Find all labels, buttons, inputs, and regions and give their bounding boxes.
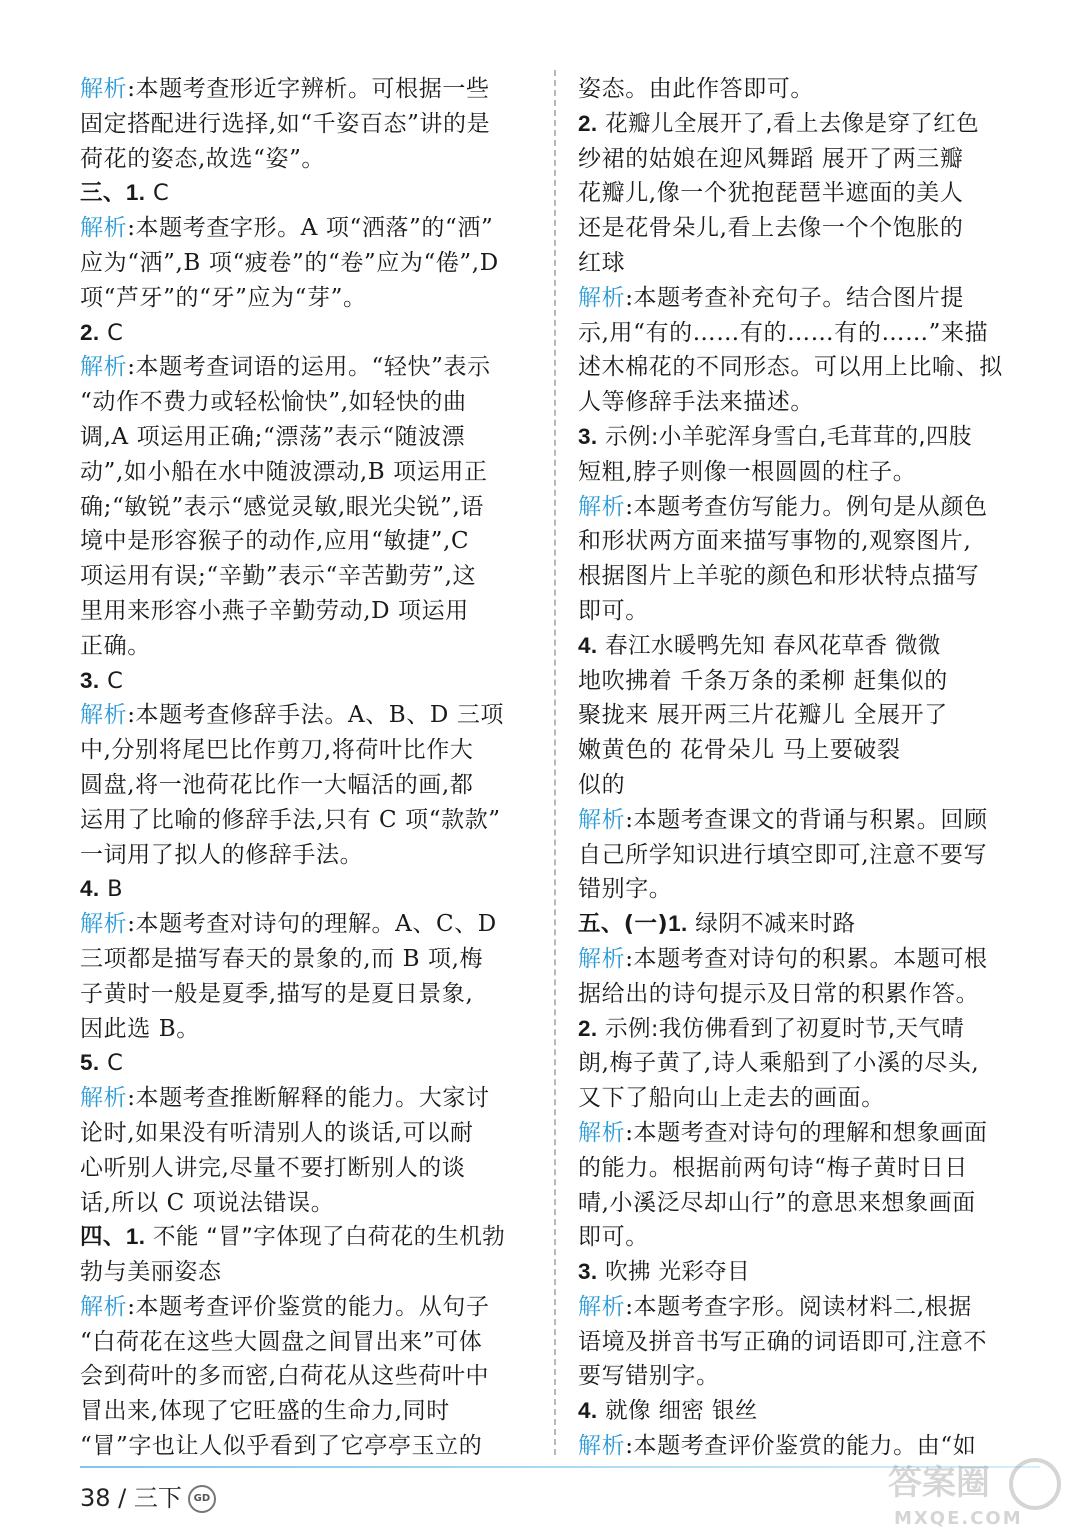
line-text: 荷花的姿态,故选“姿”。 [80,145,326,172]
analysis-tag: 解析 [80,702,128,729]
line-text: 会到荷叶的多而密,白荷花从这些荷叶中 [80,1363,490,1390]
question-number: 3. [578,1259,598,1285]
question-number: 4. [578,1398,598,1424]
line-text: 勃与美丽姿态 [80,1259,222,1286]
text-line [80,1220,532,1255]
line-text: 圆盘,将一池荷花比作一大幅活的画,都 [80,771,474,798]
text-line [80,907,532,942]
line-text: 春江水暖鸭先知 春风花草香 微微 [597,632,941,659]
question-number: 2. [578,1015,598,1041]
line-text: 朗,梅子黄了,诗人乘船到了小溪的尽头, [578,1050,980,1077]
line-text: 运用了比喻的修辞手法,只有 C 项“款款” [80,806,501,833]
text-line [80,1255,532,1290]
line-text: 语境及拼音书写正确的词语即可,注意不 [578,1328,988,1355]
analysis-tag: 解析 [80,354,128,381]
text-line [80,768,532,803]
text-line [578,1012,1038,1047]
text-line [80,72,532,107]
line-text: 要写错别字。 [578,1363,720,1390]
line-text: :本题考查形近字辨析。可根据一些 [127,76,490,102]
line-text: 又下了船向山上走去的画面。 [578,1085,885,1112]
text-line [578,420,1038,455]
text-line [578,872,1038,907]
line-text: 红球 [578,249,626,276]
line-text: 即可。 [578,1224,649,1251]
text-line [80,1359,532,1394]
text-line [578,1151,1038,1186]
text-line [80,1429,532,1464]
line-text: 三项都是描写春天的景象的,而 B 项,梅 [80,945,484,972]
text-line [80,350,532,385]
analysis-tag: 解析 [578,1119,626,1146]
text-line [80,1116,532,1151]
line-text: 地吹拂着 千条万条的柔柳 赶集似的 [578,667,948,694]
line-text: 因此选 B。 [80,1015,200,1042]
text-line [80,1012,532,1047]
text-line [578,942,1038,977]
text-line [80,1186,532,1221]
line-text: :本题考查对诗句的理解和想象画面 [625,1119,988,1146]
line-text: “动作不费力或轻松愉快”,如轻快的曲 [80,389,467,416]
text-line [80,594,532,629]
line-text: 子黄时一般是夏季,描写的是夏日景象, [80,980,474,1007]
text-line [578,455,1038,490]
left-column [80,72,532,1464]
line-text: 聚拢来 展开两三片花瓣儿 全展开了 [578,702,948,729]
line-text: “白荷花在这些大圆盘之间冒出来”可体 [80,1328,483,1355]
section-marker: 四、 [80,1224,126,1251]
text-line [80,1290,532,1325]
line-text: 里用来形容小燕子辛勤劳动,D 项运用 [80,597,469,624]
line-text: :本题考查字形。A 项“洒落”的“洒” [127,215,494,242]
line-text: 短粗,脖子则像一根圆圆的柱子。 [578,458,917,485]
analysis-tag: 解析 [80,1293,128,1320]
line-text: C [99,1050,124,1077]
line-text: C [145,180,170,207]
line-text: 固定搭配进行选择,如“千姿百态”讲的是 [80,110,491,137]
text-line [578,594,1038,629]
text-line [578,1081,1038,1116]
watermark-logo-icon [880,1450,1070,1530]
line-text: 中,分别将尾巴比作剪刀,将荷叶比作大 [80,737,474,764]
text-line [578,246,1038,281]
text-line [80,629,532,664]
text-line [578,733,1038,768]
text-line [578,664,1038,699]
line-text: :本题考查推断解释的能力。大家讨 [127,1085,490,1112]
text-line [80,872,532,907]
analysis-tag: 解析 [578,493,626,520]
line-text: C [99,319,124,346]
text-line [80,455,532,490]
text-line [80,1151,532,1186]
analysis-tag: 解析 [80,76,128,102]
line-text: 吹拂 光彩夺目 [597,1259,751,1286]
line-text: :本题考查评价鉴赏的能力。从句子 [127,1293,490,1320]
question-number: 1. [125,1224,146,1250]
text-line [578,977,1038,1012]
text-line [80,107,532,142]
question-number: 1. [668,911,688,937]
text-line [578,1116,1038,1151]
analysis-tag: 解析 [578,806,626,833]
line-text: 述木棉花的不同形态。可以用上比喻、拟 [578,354,1003,381]
line-text: 境中是形容猴子的动作,应用“敏捷”,C [80,528,470,555]
line-text: 花瓣儿全展开了,看上去像是穿了红色 [597,110,980,137]
text-line [578,72,1038,107]
line-text: 示例:小羊驼浑身雪白,毛茸茸的,四肢 [597,423,972,450]
text-line [578,350,1038,385]
text-line [80,246,532,281]
text-line [578,559,1038,594]
line-text: 项运用有误;“辛勤”表示“辛苦勤劳”,这 [80,563,477,590]
text-line [578,211,1038,246]
line-text: 嫩黄色的 花骨朵儿 马上要破裂 [578,737,901,764]
analysis-tag: 解析 [578,284,626,311]
line-text: 姿态。由此作答即可。 [578,76,814,102]
question-number: 1. [125,180,146,206]
analysis-tag: 解析 [80,911,128,938]
text-line [80,559,532,594]
line-text: 动”,如小船在水中随波漂动,B 项运用正 [80,458,488,485]
text-line [578,385,1038,420]
question-number: 3. [578,423,598,449]
text-line [80,942,532,977]
text-line [578,768,1038,803]
text-line [578,142,1038,177]
line-text: 晴,小溪泛尽却山行”的意思来想象画面 [578,1189,976,1216]
line-text: 应为“洒”,B 项“疲卷”的“卷”应为“倦”,D [80,249,499,276]
line-text: :本题考查对诗句的理解。A、C、D [127,911,497,938]
text-line [80,176,532,211]
text-line [578,838,1038,873]
line-text: 据给出的诗句提示及日常的积累作答。 [578,980,980,1007]
line-text: 错别字。 [578,876,673,903]
analysis-tag: 解析 [578,1433,626,1460]
text-line [80,490,532,525]
text-line [578,803,1038,838]
text-line [578,1359,1038,1394]
line-text: :本题考查仿写能力。例句是从颜色 [625,493,988,520]
line-text: 的能力。根据前两句诗“梅子黄时日日 [578,1154,968,1181]
line-text: 不能 “冒”字体现了白荷花的生机勃 [145,1224,506,1251]
line-text: 确;“敏锐”表示“感觉灵敏,眼光尖锐”,语 [80,493,485,520]
line-text: 冒出来,体现了它旺盛的生命力,同时 [80,1398,450,1425]
line-text: 和形状两方面来描写事物的,观察图片, [578,528,972,555]
line-text: C [99,667,124,694]
line-text: 自己所学知识进行填空即可,注意不要写 [578,841,988,868]
text-line [578,629,1038,664]
line-text: :本题考查对诗句的积累。本题可根 [625,945,988,972]
line-text: B [99,876,123,903]
text-line [80,142,532,177]
question-number: 4. [80,876,100,902]
line-text: 花瓣儿,像一个犹抱琵琶半遮面的美人 [578,180,964,207]
text-line [80,420,532,455]
line-text: 示例:我仿佛看到了初夏时节,天气晴 [597,1015,965,1042]
text-line [578,1290,1038,1325]
text-line [80,733,532,768]
text-line [80,316,532,351]
line-text: 绿阴不减来时路 [687,911,856,938]
text-line [578,907,1038,942]
right-column [578,72,1038,1464]
column-divider [554,70,556,1455]
line-text: 就像 细密 银丝 [597,1398,758,1425]
line-text: 一词用了拟人的修辞手法。 [80,841,364,868]
line-text: :本题考查字形。阅读材料二,根据 [625,1293,972,1320]
analysis-tag: 解析 [578,1293,626,1320]
text-line [80,385,532,420]
line-text: 话,所以 C 项说法错误。 [80,1189,335,1216]
text-line [578,107,1038,142]
section-marker: 三、 [80,180,126,207]
line-text: 纱裙的姑娘在迎风舞蹈 展开了两三瓣 [578,145,964,172]
line-text: 示,用“有的……有的……有的……”来描 [578,319,989,346]
text-line [80,211,532,246]
line-text: :本题考查课文的背诵与积累。回顾 [625,806,988,833]
text-line [578,1255,1038,1290]
analysis-tag: 解析 [80,215,128,242]
question-number: 5. [80,1050,100,1076]
text-line [578,176,1038,211]
line-text: :本题考查词语的运用。“轻快”表示 [127,354,491,381]
line-text: 似的 [578,771,626,798]
page-number: 38 / 三下 [80,1484,182,1512]
question-number: 4. [578,632,598,658]
text-line [80,977,532,1012]
text-line [578,281,1038,316]
text-line [80,664,532,699]
line-text: 调,A 项运用正确;“漂荡”表示“随波漂 [80,423,466,450]
line-text: “冒”字也让人似乎看到了它亭亭玉立的 [80,1433,483,1460]
line-text: 正确。 [80,632,151,659]
text-line [80,803,532,838]
line-text: :本题考查评价鉴赏的能力。由“如 [625,1433,977,1460]
line-text: 人等修辞手法来描述。 [578,389,814,416]
text-line [578,1186,1038,1221]
text-line [80,281,532,316]
text-line [80,698,532,733]
text-line [578,316,1038,351]
line-text: 即可。 [578,597,649,624]
watermark-top-text: 答案圈 [888,1463,990,1503]
line-text: 项“芦牙”的“牙”应为“芽”。 [80,284,367,311]
footer [80,1478,216,1518]
text-line [80,1394,532,1429]
line-text: :本题考查修辞手法。A、B、D 三项 [127,702,505,729]
text-line [578,698,1038,733]
question-number: 2. [578,110,598,136]
text-line [578,1046,1038,1081]
text-line [80,1325,532,1360]
watermark-bottom-text: MXQE.COM [894,1508,1023,1529]
text-line [578,1325,1038,1360]
line-text: 还是花骨朵儿,看上去像一个个饱胀的 [578,215,964,242]
text-line [578,490,1038,525]
text-line [578,524,1038,559]
question-number: 3. [80,667,100,693]
edition-badge-icon: GD [188,1485,216,1513]
question-number: 2. [80,319,100,345]
line-text: 论时,如果没有听清别人的谈话,可以耐 [80,1119,474,1146]
text-line [80,838,532,873]
text-line [80,1046,532,1081]
text-line [578,1394,1038,1429]
text-line [80,1081,532,1116]
line-text: :本题考查补充句子。结合图片提 [625,284,964,311]
section-marker: 五、(一) [578,911,669,938]
text-line [578,1220,1038,1255]
line-text: 根据图片上羊驼的颜色和形状特点描写 [578,563,980,590]
line-text: 心听别人讲完,尽量不要打断别人的谈 [80,1154,466,1181]
analysis-tag: 解析 [578,945,626,972]
analysis-tag: 解析 [80,1085,128,1112]
text-line [80,524,532,559]
